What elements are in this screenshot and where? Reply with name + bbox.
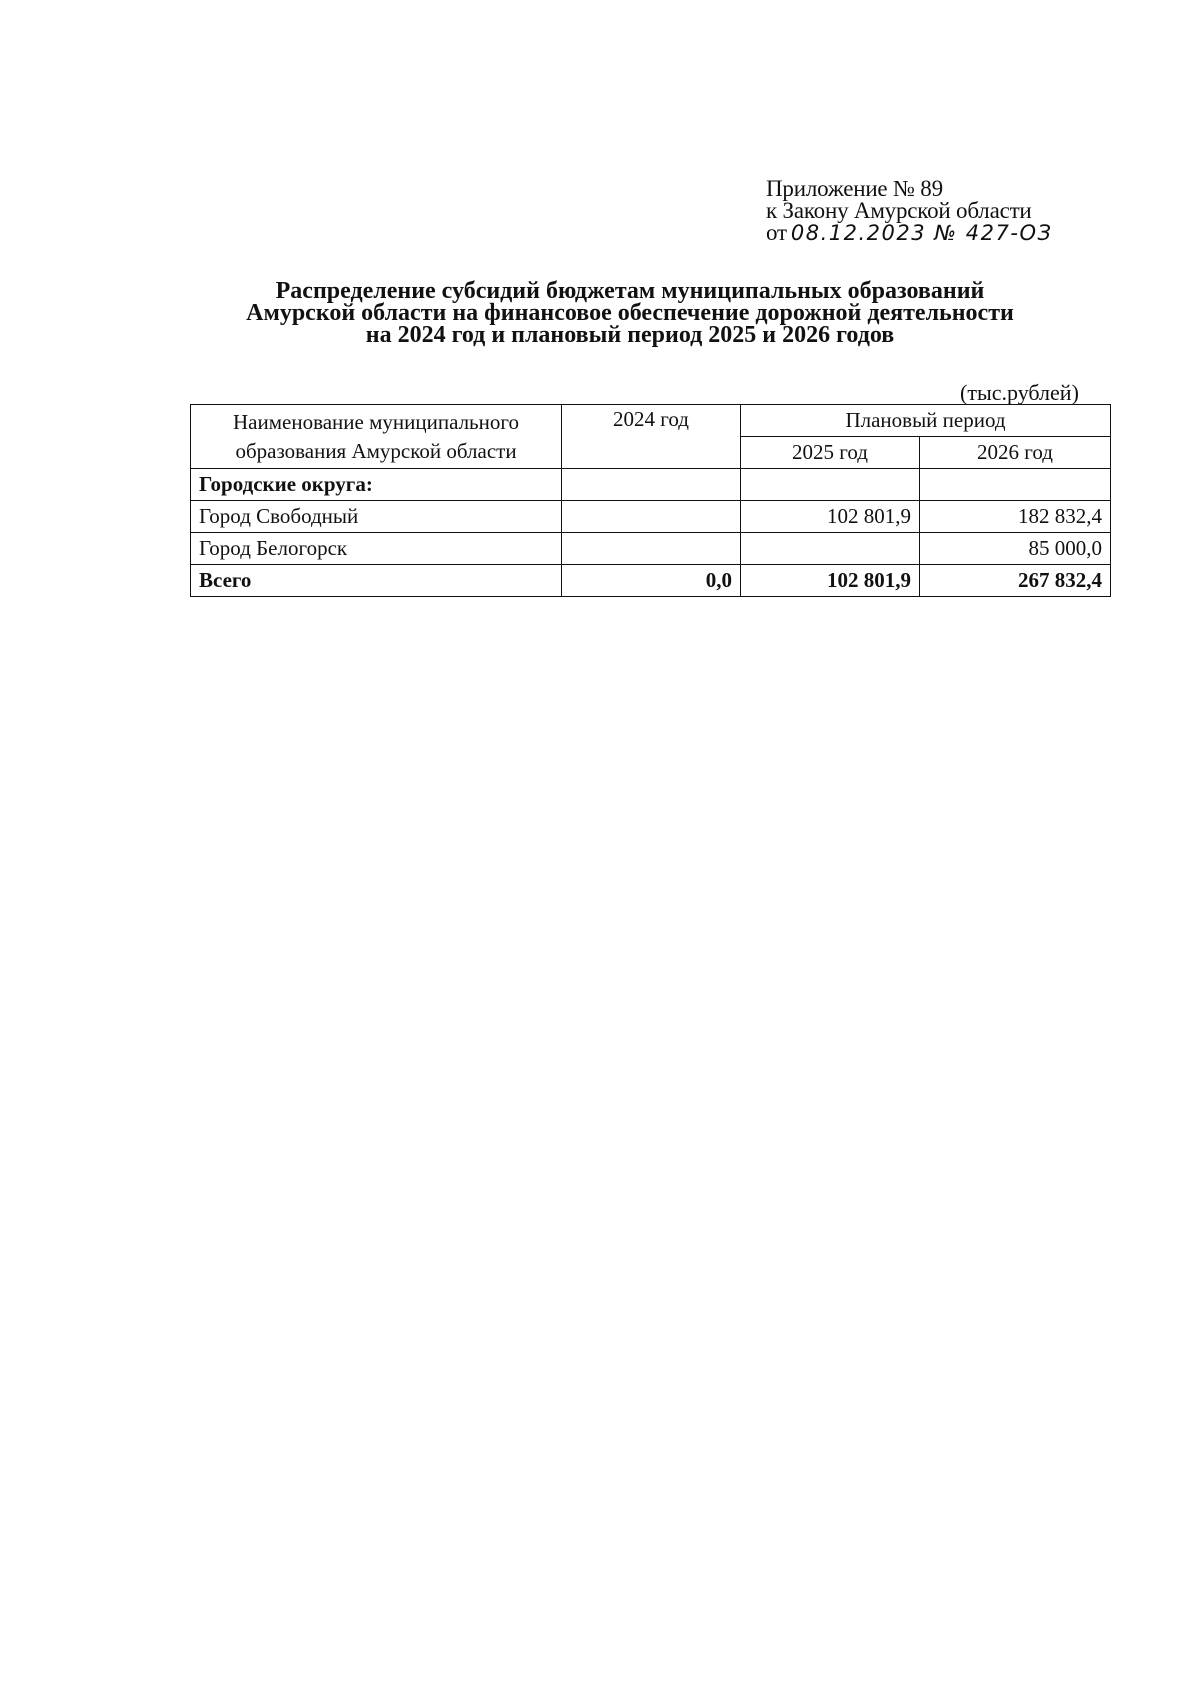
table-row-total <box>191 565 1111 597</box>
handwritten-date-number: 08.12.2023 № 427-ОЗ <box>790 221 1053 245</box>
cell-2024 <box>562 469 741 501</box>
cell-2026: 85 000,0 <box>920 533 1111 565</box>
title-line-2: Амурской области на финансовое обеспечение дорожной деятельности <box>246 300 1014 326</box>
table-row-city-districts <box>191 469 1111 501</box>
cell-2026 <box>920 469 1111 501</box>
cell-2025 <box>741 469 920 501</box>
subsidy-table <box>190 404 1111 597</box>
title-line-1: Распределение субсидий бюджетам муниципальных образований <box>275 278 985 304</box>
header-name-line-1: Наименование муниципального <box>233 409 519 434</box>
cell-name: Город Свободный <box>191 501 562 533</box>
cell-2024: 0,0 <box>562 565 741 597</box>
table-row-belogorsk <box>191 533 1111 565</box>
header-municipality-name <box>191 405 562 469</box>
cell-2026: 267 832,4 <box>920 565 1111 597</box>
cell-name: Город Белогорск <box>191 533 562 565</box>
document-title <box>180 280 1080 346</box>
cell-2025 <box>741 533 920 565</box>
appendix-block <box>766 178 1052 244</box>
cell-name: Городские округа: <box>191 469 562 501</box>
header-name-line-2: образования Амурской области <box>235 438 517 463</box>
header-2024: 2024 год <box>562 405 741 469</box>
header-2026: 2026 год <box>920 437 1111 469</box>
appendix-date-prefix: от <box>766 220 787 245</box>
title-line-3: на 2024 год и плановый период 2025 и 2026 годов <box>365 322 895 348</box>
appendix-law-reference: к Закону Амурской области <box>766 198 1032 223</box>
appendix-number: Приложение № 89 <box>766 176 943 201</box>
table-header-row-1 <box>191 405 1111 437</box>
units-label: (тыс.рублей) <box>960 380 1079 405</box>
cell-2024 <box>562 533 741 565</box>
cell-name: Всего <box>191 565 562 597</box>
appendix-date-line <box>766 222 1052 244</box>
cell-2026: 182 832,4 <box>920 501 1111 533</box>
header-planned-period: Плановый период <box>741 405 1111 437</box>
cell-2025: 102 801,9 <box>741 501 920 533</box>
table-row-svobodny <box>191 501 1111 533</box>
header-2025: 2025 год <box>741 437 920 469</box>
cell-2024 <box>562 501 741 533</box>
cell-2025: 102 801,9 <box>741 565 920 597</box>
